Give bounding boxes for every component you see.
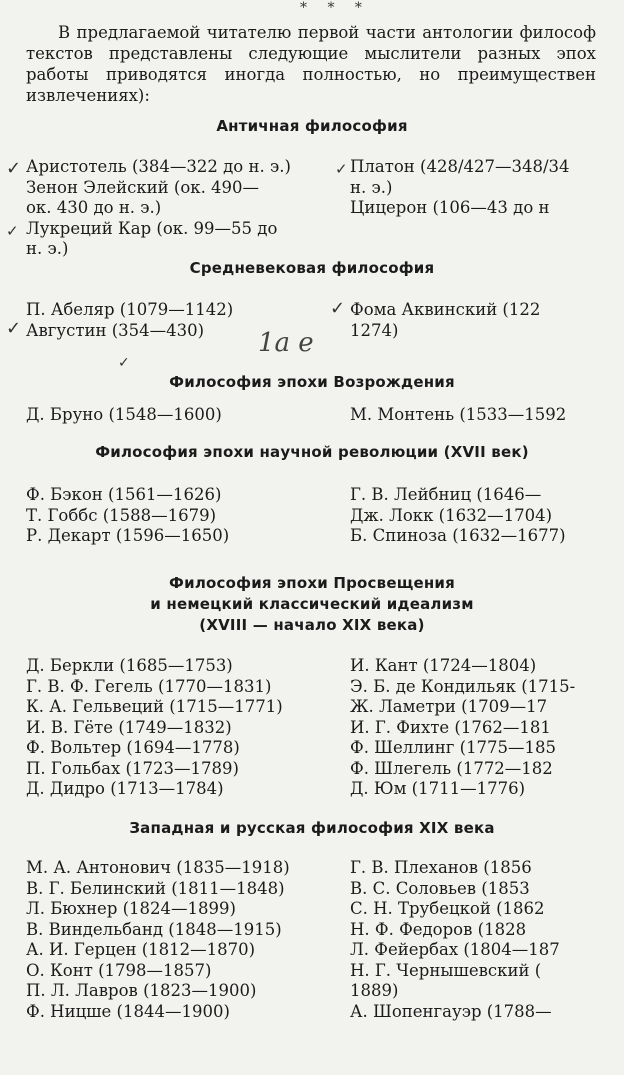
section-title-enlightenment-line3: (XVIII — начало XIX века) <box>199 616 425 634</box>
antiquity-left-column <box>26 157 326 260</box>
list-item: Г. В. Плеханов (1856 <box>350 858 532 877</box>
section-title-scientific-revolution: Философия эпохи научной революции (XVII век) <box>95 443 529 461</box>
scientific-revolution-left-column <box>26 485 326 547</box>
check-mark-icon: ✓ <box>6 318 22 339</box>
list-item: А. И. Герцен (1812—1870) <box>26 940 256 959</box>
list-item: Ж. Ламетри (1709—17 <box>350 697 548 716</box>
check-mark-icon: ✓ <box>330 298 346 319</box>
handwritten-note: 1а е <box>258 328 314 358</box>
enlightenment-left-column <box>26 656 326 800</box>
antiquity-right-column <box>350 157 624 219</box>
list-item: Ф. Шеллинг (1775—185 <box>350 738 557 757</box>
list-item: П. Л. Лавров (1823—1900) <box>26 981 257 1000</box>
list-item: Д. Дидро (1713—1784) <box>26 779 224 798</box>
section-title-medieval: Средневековая философия <box>189 259 435 277</box>
19th-century-right-column <box>350 858 624 1022</box>
check-mark-icon: ✓ <box>6 158 22 179</box>
19th-century-left-column <box>26 858 326 1022</box>
list-item: В. Виндельбанд (1848—1915) <box>26 919 282 939</box>
list-item: Г. В. Ф. Гегель (1770—1831) <box>26 676 272 696</box>
list-item: О. Конт (1798—1857) <box>26 960 212 980</box>
list-item: Д. Беркли (1685—1753) <box>26 656 233 675</box>
check-mark-icon: ✓ <box>118 355 130 371</box>
list-item: ок. 430 до н. э.) <box>26 198 162 217</box>
list-item: Ф. Вольтер (1694—1778) <box>26 738 240 757</box>
list-item: Т. Гоббс (1588—1679) <box>26 505 217 525</box>
section-title-enlightenment: Философия эпохи Просвещения <box>169 574 455 592</box>
list-item: Фома Аквинский (122 <box>350 300 541 319</box>
list-item: Ф. Ницше (1844—1900) <box>26 1001 230 1021</box>
list-item: С. Н. Трубецкой (1862 <box>350 899 545 918</box>
list-item: Ф. Шлегель (1772—182 <box>350 758 553 778</box>
list-item: Э. Б. де Кондильяк (1715- <box>350 676 576 696</box>
list-item: Н. Г. Чернышевский ( <box>350 960 542 980</box>
renaissance-left-column <box>26 405 326 426</box>
list-item: И. В. Гёте (1749—1832) <box>26 717 232 737</box>
list-item: Дж. Локк (1632—1704) <box>350 505 553 525</box>
list-item: Л. Бюхнер (1824—1899) <box>26 899 236 918</box>
intro-paragraph: В предлагаемой читателю первой части антологии философ текстов представлены следующие мыслители разных эпох работы приводятся иногда полностью, но преимуществен извлечениях): <box>26 23 596 105</box>
list-item: Д. Юм (1711—1776) <box>350 779 526 798</box>
list-item: Д. Бруно (1548—1600) <box>26 405 222 424</box>
list-item: Августин (354—430) <box>26 320 205 340</box>
list-item: Р. Декарт (1596—1650) <box>26 526 230 545</box>
list-item: В. Г. Белинский (1811—1848) <box>26 878 285 898</box>
check-mark-icon: ✓ <box>335 160 348 178</box>
list-item: И. Г. Фихте (1762—181 <box>350 717 551 737</box>
list-item: н. э.) <box>350 177 393 197</box>
list-item: В. С. Соловьев (1853 <box>350 878 530 898</box>
list-item: М. Монтень (1533—1592 <box>350 405 567 424</box>
header-stars: * * * <box>300 0 370 16</box>
section-title-renaissance: Философия эпохи Возрождения <box>169 373 455 391</box>
list-item: П. Гольбах (1723—1789) <box>26 758 239 778</box>
section-title-antiquity: Античная философия <box>216 117 408 135</box>
list-item: Г. В. Лейбниц (1646— <box>350 485 542 504</box>
list-item: П. Абеляр (1079—1142) <box>26 300 234 319</box>
list-item: Л. Фейербах (1804—187 <box>350 940 560 959</box>
list-item: Б. Спиноза (1632—1677) <box>350 526 566 545</box>
list-item: А. Шопенгауэр (1788— <box>350 1001 552 1021</box>
list-item: Зенон Элейский (ок. 490— <box>26 177 260 197</box>
list-item: Платон (428/427—348/34 <box>350 157 570 176</box>
list-item: 1274) <box>350 320 399 340</box>
list-item: Аристотель (384—322 до н. э.) <box>26 157 291 176</box>
enlightenment-right-column <box>350 656 624 800</box>
list-item: 1889) <box>350 981 399 1000</box>
list-item: К. А. Гельвеций (1715—1771) <box>26 697 283 716</box>
list-item: н. э.) <box>26 239 69 258</box>
list-item: Цицерон (106—43 до н <box>350 198 550 217</box>
list-item: М. А. Антонович (1835—1918) <box>26 858 290 877</box>
check-mark-icon: ✓ <box>6 222 19 240</box>
renaissance-right-column <box>350 405 624 426</box>
list-item: Н. Ф. Федоров (1828 <box>350 919 527 939</box>
list-item: Ф. Бэкон (1561—1626) <box>26 485 222 504</box>
section-title-19th-century: Западная и русская философия XIX века <box>129 819 495 837</box>
list-item: Лукреций Кар (ок. 99—55 до <box>26 218 278 238</box>
medieval-right-column <box>350 300 624 341</box>
scientific-revolution-right-column <box>350 485 624 547</box>
section-title-enlightenment-line2: и немецкий классический идеализм <box>150 595 474 613</box>
list-item: И. Кант (1724—1804) <box>350 656 537 675</box>
